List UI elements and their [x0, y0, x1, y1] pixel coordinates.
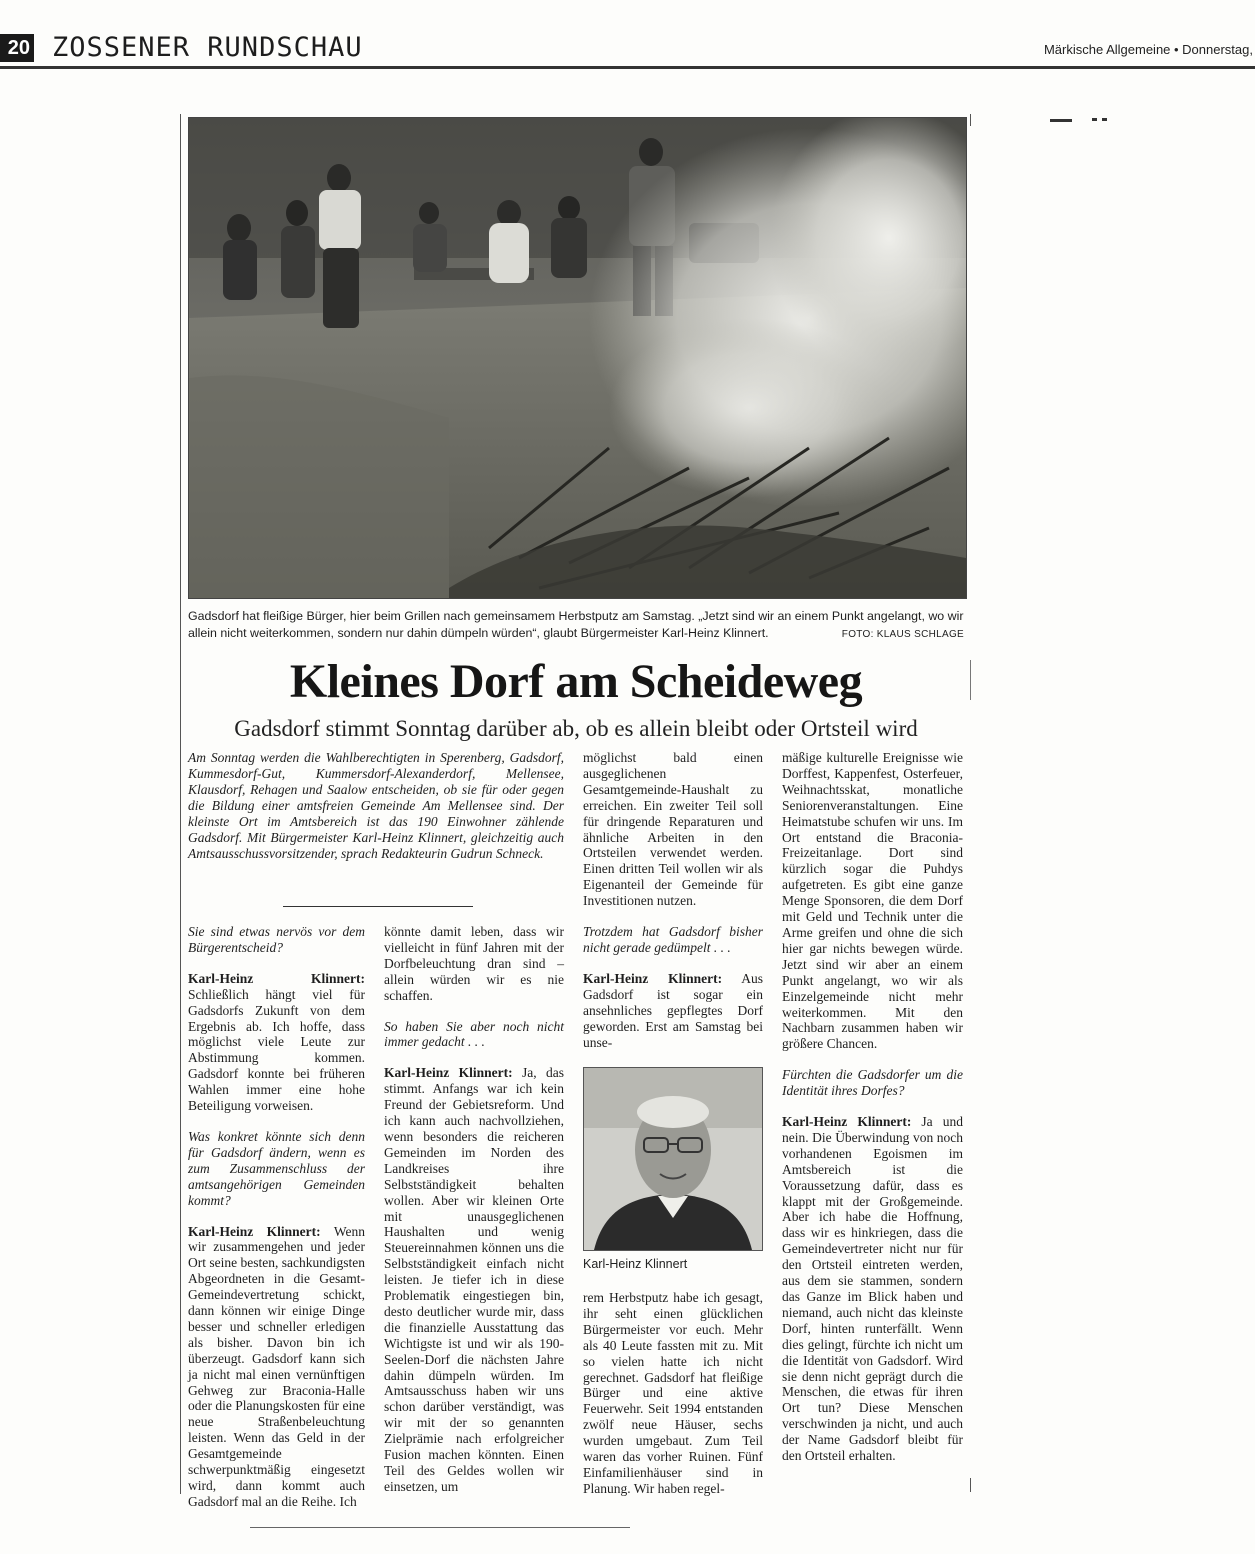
- column-rule-right: [970, 1478, 971, 1492]
- edition-line: Märkische Allgemeine • Donnerstag,: [1043, 42, 1253, 57]
- column-rule-right: [970, 114, 971, 126]
- answer-text: Wenn wir zusammengehen und jeder Ort seine besten, sachkundigsten Abgeordneten in die Gesamt-Gemeindevertretung schickt, dann können wir einige Dinge besser und schneller erledigen als bisher. Davon bin ich überzeugt. Gadsdorf kann sich ja nicht mal einen vernünftigen Gehweg zur Braconia-Halle oder die Planungskosten für eine neue Straßenbeleuchtung leisten. Wenn das Geld in der Gesamtgemeinde schwerpunktmäßig eingesetzt wird, dann kommt auch Gadsdorf mal an die Reihe. Ich: [188, 1223, 365, 1509]
- photo-caption-text: Gadsdorf hat fleißige Bürger, hier beim Grillen nach gemeinsamem Herbstputz am Samstag. „Jetzt sind wir an einem Punkt angelangt, wo wir allein nicht weiterkommen, sondern nur dahin dümpeln würden“, glaubt Bürgermeister Karl-Heinz Klinnert.: [188, 609, 964, 640]
- answer-text: Ja und nein. Die Überwindung von noch vorhandenen Egoismen im Amtsbereich ist die Voraussetzung dafür, dass es klappt mit der Großgemeinde. Aber ich habe die Hoffnung, dass wir es hinkriegen, dass die Gemeindevertreter nicht nur für den Ortsteil eintreten werden, aus dem sie stammen, sondern das Ganze im Blick haben und niemand, auch nicht das kleinste Dorf, hinten runterfällt. Wenn dies gelingt, fürchte ich nicht um die Identität von Gadsdorf. Wird sie denn nicht geprägt durch die Menschen, die etwas für ihren Ort tun? Diese Menschen verschwinden ja nicht, und auch der Name Gadsdorf bleibt für den Ortsteil erhalten.: [782, 1114, 964, 1464]
- page-header: [0, 26, 1255, 68]
- portrait-photo: [583, 1067, 763, 1251]
- article-column-4: [782, 750, 963, 1479]
- article-subheadline: Gadsdorf stimmt Sonntag darüber ab, ob es allein bleibt oder Ortsteil wird: [234, 716, 918, 741]
- adjacent-article-fragment: [1050, 115, 1114, 127]
- interview-answer: [188, 971, 365, 1114]
- article-column-3-bottom: [583, 1290, 763, 1512]
- answer-continued: rem Herbstputz habe ich gesagt, ihr seht einen glücklichen Bürgermeister vor euch. Mehr als 40 Leute fassten mit zu. Mit so vielen hatte ich nicht gerechnet. Gadsdorf hat fleißige Bürger und eine aktive Feuerwehr. Seit 1994 entstanden zwölf neue Häuser, sechs wurden umgebaut. Zum Teil waren das vorher Ruinen. Fünf Einfamilienhäuser sind in Planung. Wir haben regel-: [583, 1290, 763, 1496]
- speaker-name: Karl-Heinz Klinnert:: [188, 1223, 321, 1239]
- answer-text: Aus Gadsdorf ist sogar ein ansehnliches gepflegtes Dorf geworden. Erst am Samstag bei unse-: [583, 970, 763, 1050]
- article-column-3: [583, 750, 763, 1065]
- main-photo: [188, 117, 967, 599]
- newspaper-section-title: ZOSSENER RUNDSCHAU: [52, 32, 363, 63]
- interview-answer: [188, 1224, 365, 1510]
- interview-question: Fürchten die Gadsdorfer um die Identität ihres Dorfes?: [782, 1067, 963, 1099]
- header-rule: [0, 66, 1255, 69]
- answer-continued: mäßige kulturelle Ereignisse wie Dorffest, Kappenfest, Osterfeuer, Weihnachtsskat, monatliche Seniorenveranstaltungen. Eine Heimatstube schufen wir uns. Im Ort entstand die Braconia-Freizeitanlage. Dort sind kürzlich sogar die Puhdys aufgetreten. Es gibt eine ganze Menge Sponsoren, die dem Dorf mit Geld und Technik unter die Arme greifen und ohne die sich hier gar nichts bewegen würde. Jetzt sind wir aber an einem Punkt angelangt, wo wir als Einzelgemeinde nicht mehr weiterkommen. Mit den Nachbarn zusammen haben wir größere Chancen.: [782, 750, 963, 1052]
- speaker-name: Karl-Heinz Klinnert:: [583, 970, 723, 986]
- interview-answer: [583, 971, 763, 1051]
- article-column-1: [188, 924, 365, 1525]
- answer-text: Ja, das stimmt. Anfangs war ich kein Freund der Gebietsreform. Und ich kann auch nachvollziehen, wenn besonders die reicheren Gemeinden im Norden des Landkreises ihre Selbstständigkeit behalten wollen. Aber wir kleinen Orte mit unausgeglichenen Haushalten und wenig Steuereinnahmen können uns die Selbstständigkeit einfach nicht leisten. Je tiefer ich in diese Problematik eingestiegen bin, desto deutlicher wurde mir, dass die finanzielle Ausstattung das Wichtigste ist und wir als 190-Seelen-Dorf die nächsten Jahre dahin dümpeln würden. Im Amtsausschuss haben wir uns schon darüber verständigt, was wir mit der so genannten Zielprämie nach erfolgreicher Fusion machen könnten. Einen Teil des Geldes wollen wir einsetzen, um: [384, 1065, 564, 1494]
- column-rule-left: [180, 114, 181, 1494]
- interview-question: Was konkret könnte sich denn für Gadsdorf ändern, wenn es zum Zusammenschluss der amtsangehörigen Gemeinden kommt?: [188, 1128, 365, 1208]
- answer-text: Schließlich hängt viel für Gadsdorfs Zukunft von dem Ergebnis ab. Ich hoffe, dass möglichst viele Leute zur Abstimmung kommen. Gadsdorf konnte bei früheren Wahlen immer eine hohe Beteiligung vorweisen.: [188, 986, 365, 1114]
- article-column-2: [384, 924, 564, 1510]
- portrait-caption: Karl-Heinz Klinnert: [583, 1257, 688, 1271]
- answer-continued: könnte damit leben, dass wir vielleicht in fünf Jahren mit der Dorfbeleuchtung dran sind – allein würden wir es nie schaffen.: [384, 924, 564, 1003]
- column-rule-right: [970, 660, 971, 700]
- page-number: 20: [0, 34, 34, 62]
- photo-credit: FOTO: KLAUS SCHLAGE: [841, 629, 964, 640]
- speaker-name: Karl-Heinz Klinnert:: [782, 1114, 912, 1130]
- portrait-klinnert: [584, 1068, 762, 1250]
- speaker-name: Karl-Heinz Klinnert:: [188, 970, 365, 986]
- interview-question: Trotzdem hat Gadsdorf bisher nicht gerade gedümpelt . . .: [583, 924, 763, 955]
- bottom-rule: [250, 1527, 630, 1528]
- interview-question: Sie sind etwas nervös vor dem Bürgerentscheid?: [188, 924, 365, 955]
- article-headline: Kleines Dorf am Scheideweg: [289, 655, 863, 708]
- intro-divider: [283, 906, 473, 907]
- interview-question: So haben Sie aber noch nicht immer gedacht . . .: [384, 1018, 564, 1050]
- photo-caption: [188, 608, 964, 643]
- speaker-name: Karl-Heinz Klinnert:: [384, 1065, 513, 1081]
- interview-answer: [782, 1114, 963, 1464]
- interview-answer: [384, 1065, 564, 1494]
- answer-continued: möglichst bald einen ausgeglichenen Gesamtgemeinde-Haushalt zu erreichen. Ein zweiter Teil soll für dringende Reparaturen und ähnliche Arbeiten in den Ortsteilen verwendet werden. Einen dritten Teil wollen wir als Eigenanteil der Gemeinde für Investitionen nutzen.: [583, 750, 763, 909]
- article-intro: Am Sonntag werden die Wahlberechtigten in Sperenberg, Gadsdorf, Kummesdorf-Gut, Kummersdorf-Alexanderdorf, Mellensee, Klausdorf, Rehagen und Saalow entscheiden, ob sie für oder gegen die Bildung einer amtsfreien Gemeinde Am Mellensee sind. Der kleinste Ort im Amtsbereich ist das 190 Einwohner zählende Gadsdorf. Mit Bürgermeister Karl-Heinz Klinnert, gleichzeitig auch Amtsausschussvorsitzender, sprach Redakteurin Gudrun Schneck.: [188, 750, 564, 861]
- photo-bbq-scene: [189, 118, 966, 598]
